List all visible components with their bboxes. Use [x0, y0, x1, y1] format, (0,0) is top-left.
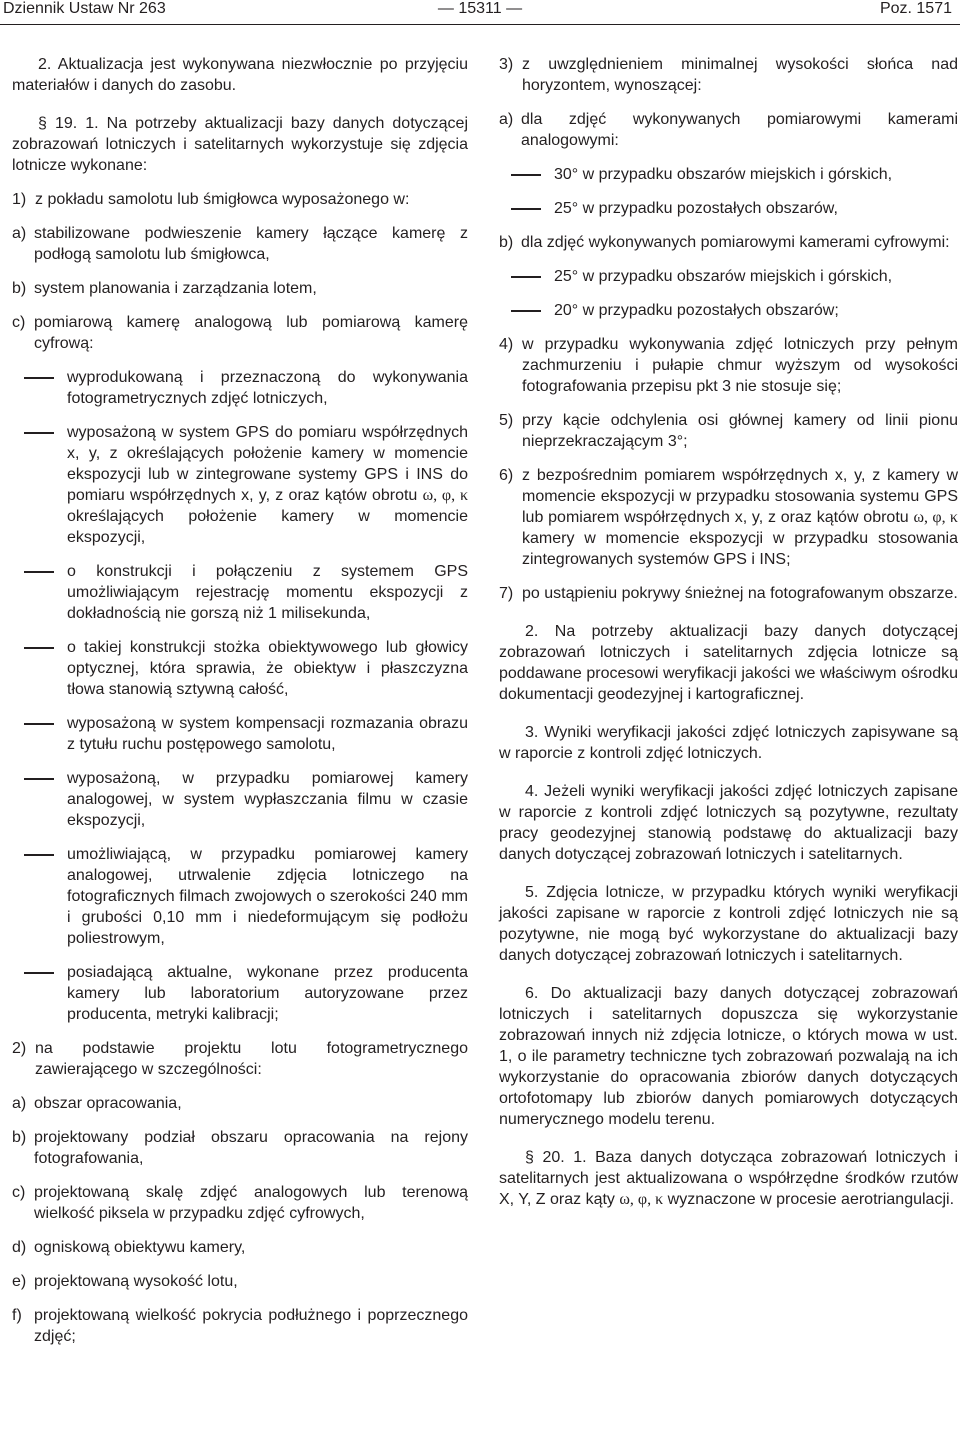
- list-item-1c: c) pomiarową kamerę analogową lub pomiarową kamerę cyfrową:: [12, 314, 468, 352]
- list-item-2d: d) ogniskową obiektywu kamery,: [12, 1239, 246, 1256]
- list-item-1b: b) system planowania i zarządzania lotem,: [12, 280, 317, 297]
- right-column: [499, 54, 958, 1223]
- section-19-paragraph: § 19. 1. Na potrzeby aktualizacji bazy danych dotyczącej zobrazowań lotniczych i satelitarnych wykorzystuje się zdjęcia lotnicze wykonane:: [12, 115, 468, 174]
- list-item-5: 5) przy kącie odchylenia osi głównej kamery od linii pionu nieprzekraczającym 3°;: [499, 412, 958, 450]
- paragraph-5-negative: 5. Zdjęcia lotnicze, w przypadku których wyniki weryfikacji jakości zapisane w raporcie z kontroli zdjęć lotniczych nie są pozytywne, nie mogą być wykorzystane do aktualizacji bazy danych dotyczącej zobrazowań lotniczych i satelitarnych.: [499, 884, 958, 964]
- list-item-3a: a) dla zdjęć wykonywanych pomiarowymi kamerami analogowymi:: [499, 111, 958, 149]
- dash-item-2: wyposażoną w system GPS do pomiaru współrzędnych x, y, z określających położenie kamery w momencie ekspozycji lub w zintegrowane systemy GPS i INS do pomiaru współrzędnych x, y, z oraz kątów obrotu ω, φ, κ określających położenie kamery w momencie ekspozycji,: [12, 422, 468, 548]
- dash-item-3b2: 20° w przypadku pozostałych obszarów;: [499, 300, 958, 321]
- list-item-2c: c) projektowaną skalę zdjęć analogowych lub terenową wielkość piksela w przypadku zdjęć cyfrowych,: [12, 1184, 468, 1222]
- dash-item-3: o konstrukcji i połączeniu z systemem GPS umożliwiającym rejestrację momentu ekspozycji z dokładnością nie gorszą niż 1 milisekunda,: [12, 561, 468, 624]
- list-item-2a: a) obszar opracowania,: [12, 1095, 182, 1112]
- list-item-3: 3) z uwzględnieniem minimalnej wysokości słońca nad horyzontem, wynoszącej:: [499, 56, 958, 94]
- list-item-2b: b) projektowany podział obszaru opracowania na rejony fotografowania,: [12, 1129, 468, 1167]
- dash-item-3a1: 30° w przypadku obszarów miejskich i górskich,: [499, 164, 958, 185]
- dash-item-8: posiadającą aktualne, wykonane przez producenta kamery lub laboratorium autoryzowane przez producenta, metryki kalibracji;: [12, 962, 468, 1025]
- dash-item-5: wyposażoną w system kompensacji rozmazania obrazu z tytułu ruchu postępowego samolotu,: [12, 713, 468, 755]
- journal-title: Dziennik Ustaw Nr 263: [3, 0, 166, 17]
- list-item-7: 7) po ustąpieniu pokrywy śnieżnej na fotografowanym obszarze.: [499, 585, 958, 602]
- dash-item-6: wyposażoną, w przypadku pomiarowej kamery analogowej, w system wypłaszczania filmu w czasie ekspozycji,: [12, 768, 468, 831]
- list-item-2e: e) projektowaną wysokość lotu,: [12, 1273, 238, 1290]
- dash-item-4: o takiej konstrukcji stożka obiektywowego lub głowicy optycznej, która sprawia, że obiektyw i płaszczyzna tłowa stanowią sztywną całość,: [12, 637, 468, 700]
- list-item-1: 1) z pokładu samolotu lub śmigłowca wyposażonego w:: [12, 191, 410, 208]
- paragraph-2-verification: 2. Na potrzeby aktualizacji bazy danych dotyczącej zobrazowań lotniczych i satelitarnych zdjęcia lotnicze są poddawane procesowi weryfikacji jakości we właściwym ośrodku dokumentacji geodezyjnej i kartograficznej.: [499, 623, 958, 703]
- dash-item-3a2: 25° w przypadku pozostałych obszarów,: [499, 198, 958, 219]
- page-number: — 15311 —: [437, 0, 523, 17]
- position-number: Poz. 1571: [879, 0, 952, 17]
- list-item-2f: f) projektowaną wielkość pokrycia podłużnego i poprzecznego zdjęć;: [12, 1307, 468, 1345]
- list-item-6: 6) z bezpośrednim pomiarem współrzędnych x, y, z kamery w momencie ekspozycji w przypadku stosowania systemu GPS lub pomiarem współrzędnych x, y, z oraz kątów obrotu ω, φ, κ kamery w momencie ekspozycji w przypadku stosowania zintegrowanych systemów GPS i INS;: [499, 467, 958, 568]
- left-column: [12, 54, 468, 1360]
- paragraph-3-results: 3. Wyniki weryfikacji jakości zdjęć lotniczych zapisywane są w raporcie z kontroli zdjęć lotniczych.: [499, 724, 958, 762]
- paragraph-2: 2. Aktualizacja jest wykonywana niezwłocznie po przyjęciu materiałów i danych do zasobu.: [12, 56, 468, 94]
- dash-item-1: wyprodukowaną i przeznaczoną do wykonywania fotogrametrycznych zdjęć lotniczych,: [12, 367, 468, 409]
- section-20-paragraph: § 20. 1. Baza danych dotycząca zobrazowań lotniczych i satelitarnych jest aktualizowana o współrzędne środków rzutów X, Y, Z oraz kąty ω, φ, κ wyznaczone w procesie aerotriangulacji.: [499, 1149, 958, 1208]
- list-item-3b: b) dla zdjęć wykonywanych pomiarowymi kamerami cyfrowymi:: [499, 234, 950, 251]
- greek-angles: ω, φ, κ: [619, 1191, 664, 1208]
- greek-angles: ω, φ, κ: [913, 509, 958, 526]
- header-rule: [0, 24, 960, 25]
- list-item-2: 2) na podstawie projektu lotu fotogrametrycznego zawierającego w szczególności:: [12, 1040, 468, 1078]
- paragraph-4-positive: 4. Jeżeli wyniki weryfikacji jakości zdjęć lotniczych zapisane w raporcie z kontroli zdjęć lotniczych są pozytywne, rezultaty pracy geodezyjnej stanowią podstawę do aktualizacji bazy danych dotyczącej zobrazowań lotniczych i satelitarnych.: [499, 783, 958, 863]
- greek-angles: ω, φ, κ: [422, 487, 468, 504]
- dash-item-3b1: 25° w przypadku obszarów miejskich i górskich,: [499, 266, 958, 287]
- list-item-1a: a) stabilizowane podwieszenie kamery łączące kamerę z podłogą samolotu lub śmigłowca,: [12, 225, 468, 263]
- dash-item-7: umożliwiającą, w przypadku pomiarowej kamery analogowej, utrwalenie zdjęcia lotniczego na fotograficznych filmach zwojowych o szerokości 240 mm i grubości 0,10 mm i niedeformującym się podłożu poliestrowym,: [12, 844, 468, 949]
- paragraph-6-other: 6. Do aktualizacji bazy danych dotyczącej zobrazowań lotniczych i satelitarnych dopuszcza się wykorzystanie zobrazowań innych niż zdjęcia lotnicze, o których mowa w ust. 1, o ile parametry techniczne tych zobrazowań pozwalają na ich wykorzystanie do opracowania zbiorów danych dotyczących ortofotomapy lub zbiorów danych pomiarowych dotyczących numerycznego modelu terenu.: [499, 985, 958, 1128]
- list-item-4: 4) w przypadku wykonywania zdjęć lotniczych przy pełnym zachmurzeniu i pułapie chmur wyższym od wysokości fotografowania przepisu pkt 3 nie stosuje się;: [499, 336, 958, 395]
- page-header: [0, 0, 960, 24]
